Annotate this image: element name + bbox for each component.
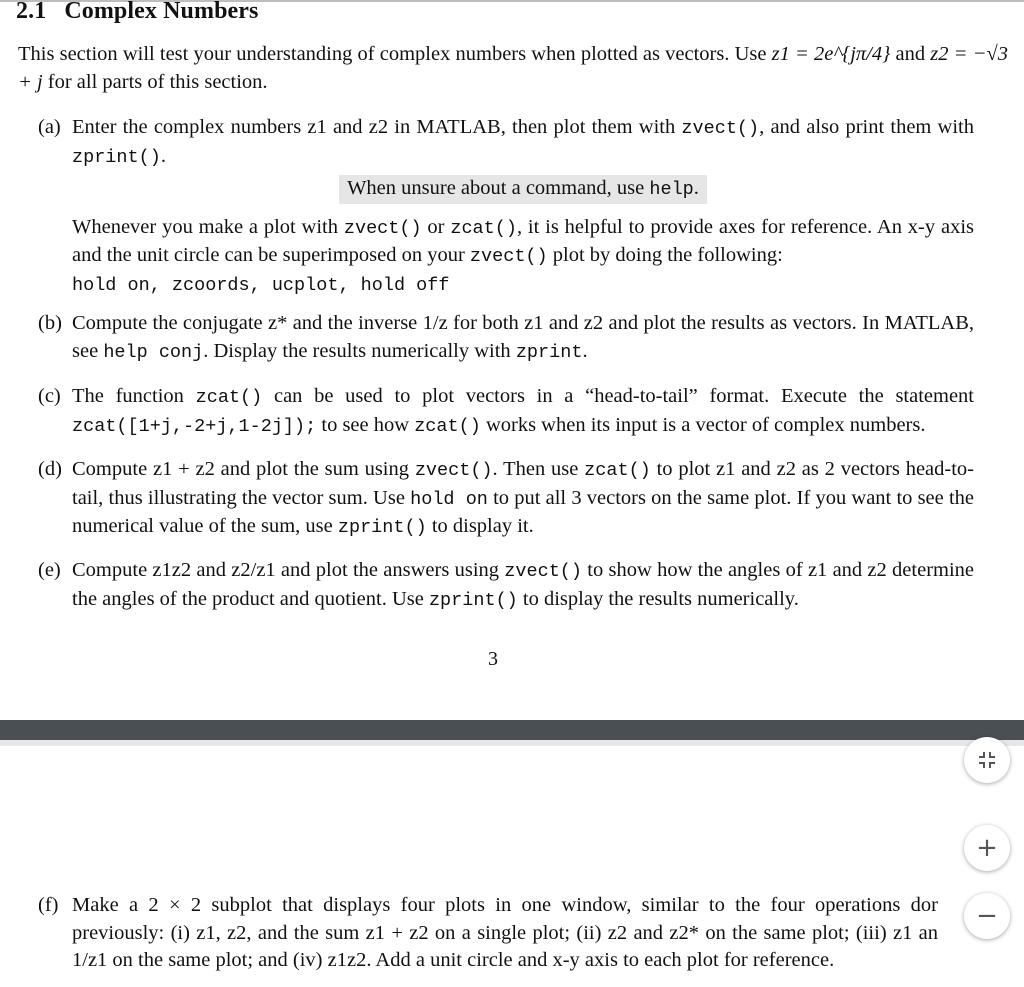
z1-definition: z1 = 2e^{jπ/4} — [771, 43, 891, 65]
plus-icon: + — [976, 833, 998, 863]
zoom-out-button[interactable] — [964, 893, 1010, 939]
code-hold-zcoords: hold on, zcoords, ucplot, hold off — [72, 274, 450, 296]
item-a-axes-note: Whenever you make a plot with zvect() or zcat(), it is helpful to provide axes for reference. An x-y axis and the unit circle can be superimposed on your zvect() plot by doing the following: hold on, zcoords, ucplot, hold off — [72, 215, 974, 296]
fit-page-icon — [977, 750, 997, 770]
item-a-text: Enter the complex numbers z1 and z2 in MATLAB, then plot them with zvect(), and also print them with zprint(). — [72, 116, 975, 168]
help-hint-box: When unsure about a command, use help. — [339, 175, 707, 204]
section-title: Complex Numbers — [64, 0, 259, 24]
zoom-in-button[interactable] — [964, 825, 1010, 871]
item-b: (b) Compute the conjugate z* and the inverse 1/z for both z1 and z2 and plot the results as vectors. In MATLAB, see help conj. Display the results numerically with zprint. — [38, 312, 974, 363]
z2-definition: z2 = −√3 + j — [18, 43, 1008, 93]
minus-icon: − — [976, 901, 998, 931]
item-d: (d) Compute z1 + z2 and plot the sum using zvect(). Then use zcat() to plot z1 and z2 as 2 vectors head-to-tail, thus illustrating the vector sum. Use hold on to put all 3 vectors on the same plot. If you want to see the numerical value of the sum, use zprint() to display it. — [38, 458, 975, 538]
intro-paragraph: This section will test your understanding of complex numbers when plotted as vectors. Use z1 = 2e^{jπ/4} and z2 = −√3 + j for all parts of this section. — [18, 43, 1008, 93]
item-a — [38, 114, 974, 299]
section-number: 2.1 — [16, 0, 47, 24]
item-c: (c) The function zcat() can be used to plot vectors in a “head-to-tail” format. Execute the statement zcat([1+j,-2+j,1-2j]); to see how zcat() works when its input is a vector of complex numbers. — [38, 385, 974, 437]
pdf-page-4 — [0, 746, 1024, 987]
page-separator — [0, 720, 1024, 740]
item-e: (e) Compute z1z2 and z2/z1 and plot the answers using zvect() to show how the angles of z1 and z2 determine the angles of the product and quotient. Use zprint() to display the results numerically. — [38, 559, 975, 611]
fit-page-button[interactable] — [964, 737, 1010, 783]
item-f: (f) Make a 2 × 2 subplot that displays four plots in one window, similar to the four operations dor previously: (i) z1, z2, and the sum z1 + z2 on a single plot; (ii) z2 and z2* on the same plot; (iii) z1 an 1/z1 on the same plot; and (iv) z1z2. Add a unit circle and x-y axis to each plot for reference. — [38, 894, 938, 971]
item-label: (a) — [38, 116, 61, 138]
page-number: 3 — [488, 648, 498, 670]
section-heading — [16, 0, 258, 25]
